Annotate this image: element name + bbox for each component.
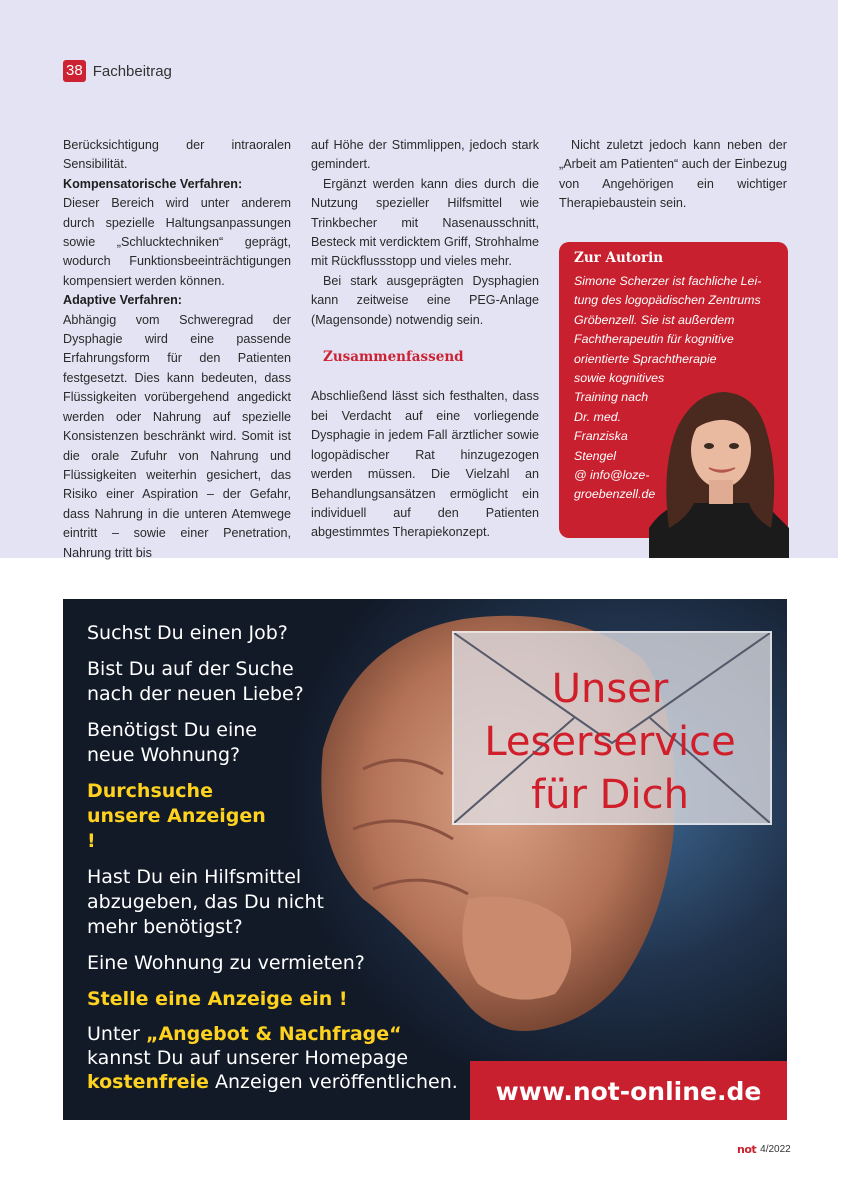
- paragraph-heading: Kompensatorische Verfahren:: [63, 176, 243, 191]
- author-bio-line: Stengel: [574, 448, 617, 463]
- ad-footer-highlight: kostenfreie: [87, 1071, 209, 1093]
- author-bio-line: Dr. med.: [574, 409, 622, 424]
- author-bio-line: Franziska: [574, 429, 628, 444]
- ad-call-to-action: Stelle eine Anzeige ein !: [87, 988, 348, 1010]
- ad-footer-highlight: „Angebot & Nachfrage“: [145, 1023, 402, 1045]
- magazine-logo: not: [737, 1143, 757, 1156]
- page-number: 38: [63, 60, 86, 82]
- author-bio-line: Training nach: [574, 390, 649, 405]
- envelope-headline: [452, 663, 768, 822]
- author-bio-line: Simone Scherzer ist fachliche Lei-: [574, 274, 762, 288]
- section-heading: Zusammenfassend: [323, 349, 464, 366]
- advertisement: [63, 599, 787, 1120]
- ad-line: Eine Wohnung zu vermieten?: [87, 952, 365, 974]
- article-column-2: [311, 136, 539, 543]
- paragraph: Bei stark ausgeprägten Dysphagien kann zeitweise eine PEG-Anlage (Magensonde) notwendig sein.: [311, 273, 539, 327]
- ad-text: [87, 621, 477, 1023]
- author-portrait: [649, 378, 789, 558]
- url-banner[interactable]: [470, 1061, 787, 1120]
- author-bio-line: Fachtherapeutin für kognitive: [574, 332, 734, 347]
- ad-footer-text-part: Unter: [87, 1023, 146, 1045]
- envelope-headline-line: Leserservice: [484, 719, 736, 765]
- ad-call-to-action: Durchsuche unsere Anzeigen !: [87, 780, 266, 852]
- page-footer: [737, 1143, 791, 1156]
- author-email-line[interactable]: @ info@loze-: [574, 468, 650, 483]
- article-column-3: [559, 136, 787, 214]
- ad-footer-line: kannst Du auf unserer Homepage: [87, 1047, 409, 1069]
- author-bio-line: tung des logopädischen Zentrums: [574, 293, 761, 308]
- author-bio-line: sowie kognitives: [574, 371, 665, 386]
- paragraph: Berücksichtigung der intraoralen Sensibilität.: [63, 138, 291, 172]
- ad-footer-text: [87, 1022, 458, 1094]
- page-header: [63, 60, 172, 82]
- paragraph: auf Höhe der Stimmlippen, jedoch stark gemindert.: [311, 138, 539, 172]
- ad-line: Benötigst Du eine neue Wohnung?: [87, 719, 257, 766]
- paragraph: Abschließend lässt sich festhalten, dass bei Verdacht auf eine vorliegende Dysphagie in jedem Fall ärztlicher sowie logopädischer Rat hinzugezogen werden müssen. Die Vielzahl an Behandlungsansätzen ermöglicht ein individuell auf den Patienten abgestimmtes Therapiekonzept.: [311, 389, 539, 540]
- author-box-title: Zur Autorin: [574, 250, 664, 266]
- ad-footer-text-part: Anzeigen veröffentlichen.: [208, 1071, 458, 1093]
- paragraph-heading: Adaptive Verfahren:: [63, 293, 182, 308]
- issue-number: 4/2022: [760, 1144, 791, 1155]
- envelope-headline-line: Unser: [551, 666, 669, 712]
- section-label: Fachbeitrag: [92, 62, 172, 80]
- author-bio-line: orientierte Sprachtherapie: [574, 351, 717, 366]
- envelope-headline-line: für Dich: [531, 772, 689, 818]
- paragraph: Abhängig vom Schweregrad der Dysphagie wird eine passende Erfahrungsform für den Patienten festgesetzt. Dies kann bedeuten, dass Flüssigkeiten vorübergehend angedickt werden oder Nahrung auf spezielle Konsistenzen beschränkt wird. Somit ist die orale Zufuhr von Nahrung und Flüssigkeiten weiterhin gesichert, das Risiko einer Aspiration – der Gefahr, dass Nahrung in die unteren Atemwege eintritt – sowie einer Penetration, Nahrung tritt bis: [63, 312, 291, 560]
- author-email-line[interactable]: groebenzell.de: [574, 487, 656, 502]
- paragraph: Dieser Bereich wird unter anderem durch spezielle Haltungsanpassungen sowie „Schlucktechniken“ geprägt, wodurch Funktionsbeeinträchtigungen kompensiert werden können.: [63, 196, 291, 288]
- website-link[interactable]: www.not-online.de: [495, 1076, 762, 1106]
- paragraph: Ergänzt werden kann dies durch die Nutzung spezieller Hilfsmittel wie Trinkbecher mit Nasenausschnitt, Besteck mit verdicktem Griff, Strohhalme mit Rückflussstopp und vieles mehr.: [311, 176, 539, 269]
- ad-line: Bist Du auf der Suche nach der neuen Liebe?: [87, 658, 304, 705]
- author-bio-line: Gröbenzell. Sie ist außerdem: [574, 312, 735, 327]
- paragraph: Nicht zuletzt jedoch kann neben der „Arbeit am Patienten“ auch der Einbezug von Angehörigen ein wichtiger Therapiebaustein sein.: [559, 138, 787, 211]
- ad-line: Suchst Du einen Job?: [87, 622, 288, 644]
- ad-line: Hast Du ein Hilfsmittel abzugeben, das Du nicht mehr benötigst?: [87, 866, 324, 938]
- article-column-1: [63, 136, 291, 563]
